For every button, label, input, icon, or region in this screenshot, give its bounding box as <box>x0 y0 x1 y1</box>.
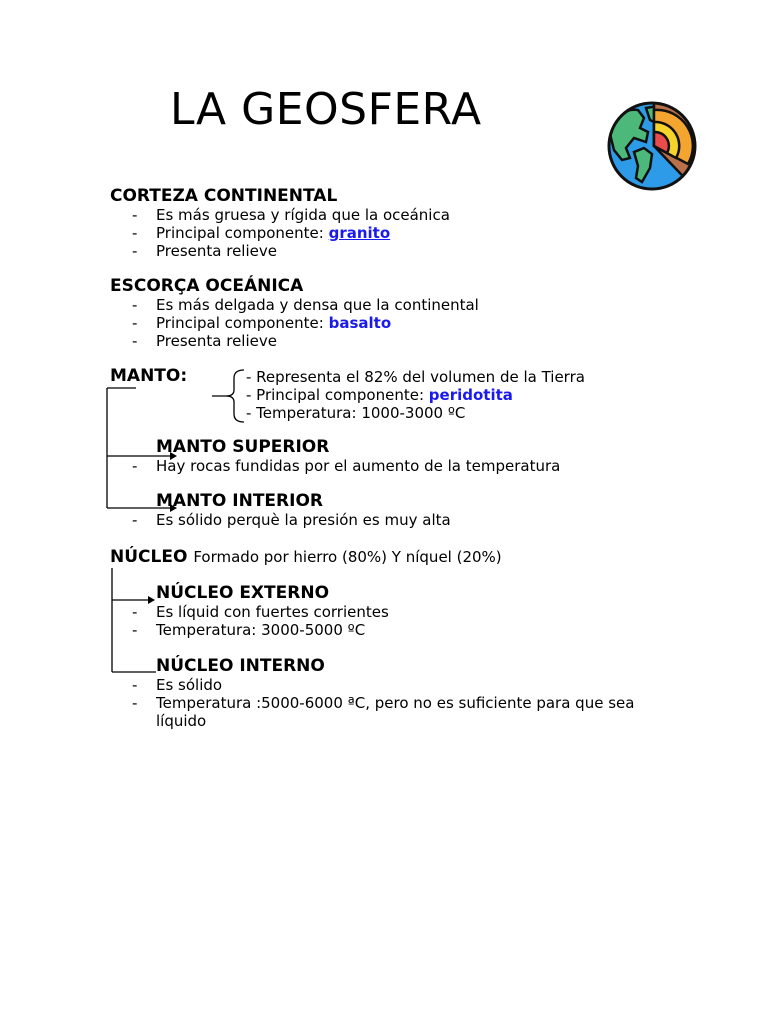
list-item: - Hay rocas fundidas por el aumento de la temperatura <box>132 457 561 475</box>
nucleo-externo-list <box>132 603 389 639</box>
list-item-continuation: líquido <box>156 712 207 730</box>
granito-highlight: granito <box>328 224 391 242</box>
manto-superior-list <box>132 457 561 475</box>
nucleo-interno-list <box>132 676 635 730</box>
list-item: - Representa el 82% del volumen de la Tierra <box>246 368 585 386</box>
list-item: - Es sólido perquè la presión es muy alta <box>132 511 451 529</box>
nucleo-interno-heading: NÚCLEO INTERNO <box>156 656 325 676</box>
escorca-list <box>132 296 479 350</box>
list-item: - Principal componente: granito <box>132 224 391 242</box>
manto-interior-list <box>132 511 451 529</box>
manto-heading: MANTO: <box>110 366 188 386</box>
list-item: - Es más delgada y densa que la continental <box>132 296 479 314</box>
nucleo-description: Formado por hierro (80%) Y níquel (20%) <box>193 548 502 566</box>
escorca-heading: ESCORÇA OCEÁNICA <box>110 276 304 296</box>
list-item: - Es sólido <box>132 676 223 694</box>
list-item: - Temperatura: 1000-3000 ºC <box>246 404 466 422</box>
list-item: - Presenta relieve <box>132 242 277 260</box>
list-item: - Temperatura: 3000-5000 ºC <box>132 621 366 639</box>
curly-brace <box>208 368 248 424</box>
list-item: - Temperatura :5000-6000 ªC, pero no es suficiente para que sea <box>132 694 635 712</box>
list-item: - Presenta relieve <box>132 332 277 350</box>
nucleo-externo-heading: NÚCLEO EXTERNO <box>156 583 330 603</box>
peridotita-highlight: peridotita <box>428 386 513 404</box>
corteza-heading: CORTEZA CONTINENTAL <box>110 186 338 206</box>
earth-layers-icon <box>604 98 700 194</box>
list-item: - Principal componente: basalto <box>132 314 392 332</box>
corteza-list <box>132 206 450 260</box>
page-title: LA GEOSFERA <box>170 84 482 135</box>
list-item: - Es líquid con fuertes corrientes <box>132 603 389 621</box>
manto-superior-heading: MANTO SUPERIOR <box>156 437 330 457</box>
manto-list <box>246 368 585 422</box>
nucleo-heading: NÚCLEO Formado por hierro (80%) Y níquel (20%) <box>110 547 502 567</box>
list-item: - Es más gruesa y rígida que la oceánica <box>132 206 450 224</box>
manto-interior-heading: MANTO INTERIOR <box>156 491 323 511</box>
list-item: - Principal componente: peridotita <box>246 386 513 404</box>
basalto-highlight: basalto <box>328 314 392 332</box>
